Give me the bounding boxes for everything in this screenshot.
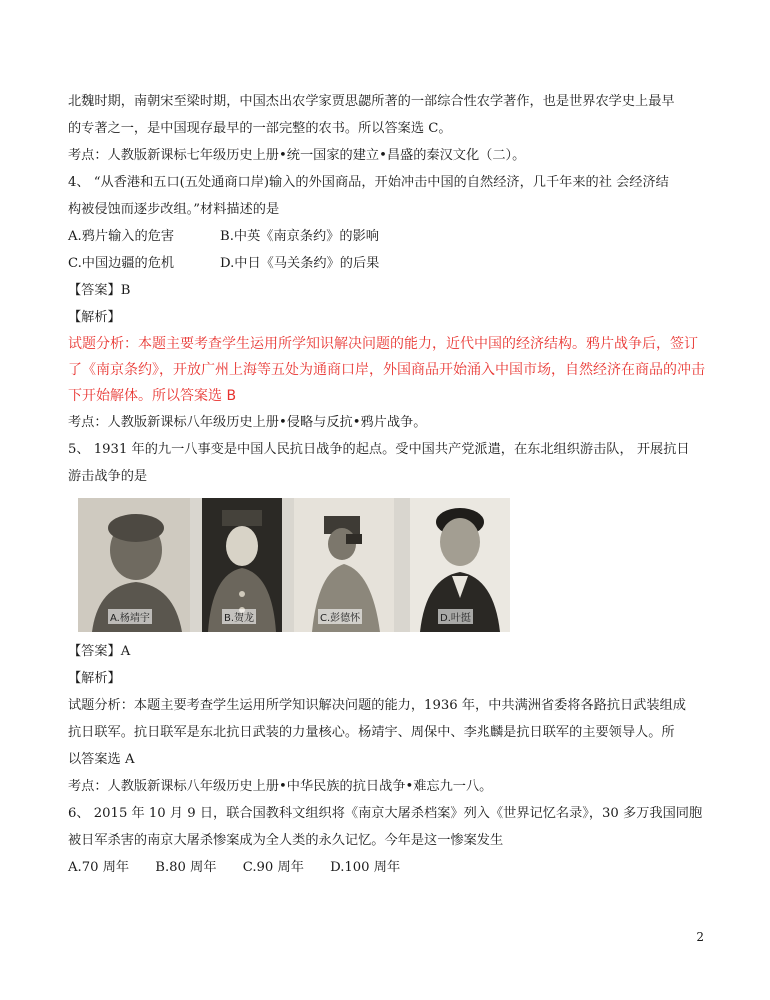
caption-a: A.杨靖宇 [108, 609, 152, 624]
question-5-stem: 5、 1931 年的九一八事变是中国人民抗日战争的起点。受中国共产党派遣，在东北组织游击队， 开展抗日 [68, 442, 690, 457]
option-c: C.中国边疆的危机 [68, 256, 175, 271]
option-d: D.100 周年 [330, 860, 401, 875]
analysis-line: 试题分析：本题主要考查学生运用所学知识解决问题的能力，1936 年，中共满洲省委将各路抗日武装组成 [68, 698, 686, 713]
paragraph-line: 的专著之一，是中国现存最早的一部完整的农书。所以答案选 C。 [68, 121, 452, 136]
portrait-c [294, 498, 394, 632]
option-c: C.90 周年 [242, 860, 304, 875]
question-6-stem-cont: 被日军杀害的南京大屠杀惨案成为全人类的永久记忆。今年是这一惨案发生 [68, 833, 504, 848]
question-4-stem: 4、 “从香港和五口(五处通商口岸)输入的外国商品，开始冲击中国的自然经济，几千年来的社 会经济结 [68, 175, 669, 190]
page-number: 2 [696, 930, 704, 944]
document-body [68, 88, 708, 881]
answer-label: 【答案】B [68, 283, 131, 298]
question-4-options-row2 [68, 250, 708, 277]
kaodian-line: 考点：人教版新课标八年级历史上册•侵略与反抗•鸦片战争。 [68, 415, 427, 430]
question-6-stem: 6、 2015 年 10 月 9 日，联合国教科文组织将《南京大屠杀档案》列入《世界记忆名录》，30 多万我国同胞 [68, 806, 703, 821]
caption-d: D.叶挺 [438, 609, 473, 624]
portrait-strip [78, 498, 510, 632]
option-b: B.80 周年 [155, 860, 217, 875]
option-a: A.70 周年 [68, 860, 130, 875]
caption-c: C.彭德怀 [318, 609, 362, 624]
caption-b: B.贺龙 [222, 609, 256, 624]
portrait-b [202, 498, 282, 632]
analysis-label: 【解析】 [68, 671, 121, 686]
portrait-d [410, 498, 510, 632]
portrait-a [78, 498, 190, 632]
paragraph-line: 北魏时期，南朝宋至梁时期，中国杰出农学家贾思勰所著的一部综合性农学著作，也是世界农学史上最早 [68, 94, 675, 109]
option-a: A.鸦片输入的危害 [68, 229, 175, 244]
option-b: B.中英《南京条约》的影响 [220, 229, 379, 244]
question-4-options-row1 [68, 223, 708, 250]
analysis-line: 以答案选 A [68, 752, 135, 767]
question-5-stem-cont: 游击战争的是 [68, 469, 148, 484]
kaodian-line: 考点：人教版新课标七年级历史上册•统一国家的建立•昌盛的秦汉文化（二）。 [68, 148, 526, 163]
question-6-options [68, 854, 708, 881]
analysis-line: 抗日联军。抗日联军是东北抗日武装的力量核心。杨靖宇、周保中、李兆麟是抗日联军的主要领导人。所 [68, 725, 675, 740]
answer-label: 【答案】A [68, 644, 131, 659]
kaodian-line: 考点：人教版新课标八年级历史上册•中华民族的抗日战争•难忘九一八。 [68, 779, 493, 794]
analysis-label: 【解析】 [68, 310, 121, 325]
option-d: D.中日《马关条约》的后果 [220, 256, 380, 271]
question-4-stem-cont: 构被侵蚀而逐步改组。”材料描述的是 [68, 202, 280, 217]
analysis-text: 试题分析：本题主要考查学生运用所学知识解决问题的能力，近代中国的经济结构。鸦片战争后，签订了《南京条约》，开放广州上海等五处为通商口岸，外国商品开始涌入中国市场，自然经济在商品的冲击下开始解体。所以答案选 B [68, 336, 705, 404]
